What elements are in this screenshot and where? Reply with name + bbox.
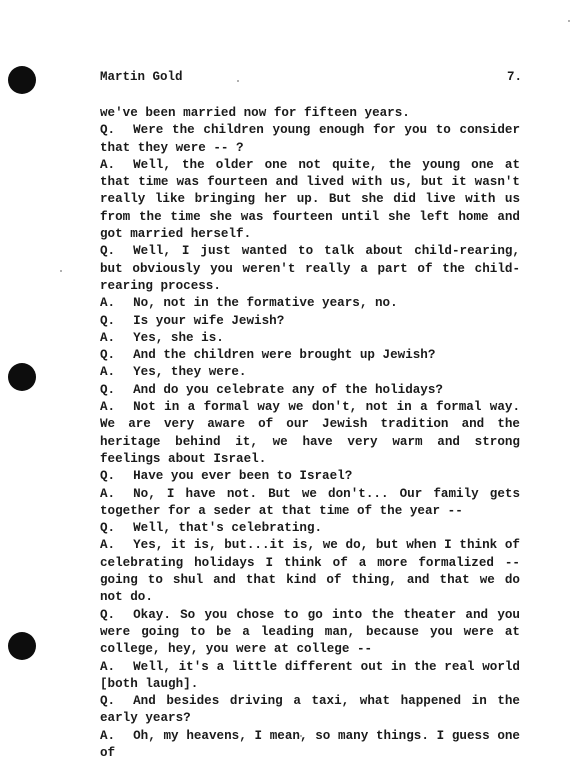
- paragraph-text: Well, it's a little different out in the real world [both laugh].: [100, 659, 520, 691]
- answer-paragraph: [100, 659, 520, 694]
- question-paragraph: [100, 382, 520, 399]
- paragraph-text: Not in a formal way we don't, not in a formal way. We are very aware of our Jewish tradition and the heritage behind it, we have very warm and strong feelings about Israel.: [100, 400, 520, 466]
- paragraph-text: Yes, it is, but...it is, we do, but when I think of celebrating holidays I think of a more formalized -- going to shul and that kind of thing, and that we do not do.: [100, 538, 520, 605]
- paragraph-text: Well, the older one not quite, the young one at that time was fourteen and lived with us, but it wasn't really like bringing her up. But she did live with us from the time she was fourteen until she left home and got married herself.: [100, 157, 520, 242]
- binder-hole: [8, 363, 36, 391]
- speaker-tag: A.: [100, 157, 116, 172]
- speaker-tag: Q.: [100, 313, 116, 328]
- continuation-paragraph: [100, 105, 520, 122]
- paragraph-text: And besides driving a taxi, what happened in the early years?: [100, 694, 520, 726]
- paragraph-text: Have you ever been to Israel?: [133, 469, 353, 484]
- speaker-tag: A.: [100, 486, 116, 501]
- speaker-tag: Q.: [100, 244, 116, 259]
- paragraph-text: we've been married now for fifteen years.: [100, 106, 410, 120]
- speaker-tag: Q.: [100, 694, 116, 709]
- question-paragraph: [100, 468, 520, 485]
- speaker-tag: A.: [100, 400, 116, 415]
- speaker-tag: Q.: [100, 348, 116, 363]
- paragraph-text: And do you celebrate any of the holidays?: [133, 382, 443, 397]
- answer-paragraph: [100, 157, 520, 243]
- speaker-tag: A.: [100, 330, 116, 345]
- question-paragraph: [100, 122, 520, 157]
- scan-speck: [60, 270, 62, 272]
- paragraph-text: Yes, they were.: [133, 365, 247, 380]
- answer-paragraph: [100, 537, 520, 606]
- binder-hole: [8, 632, 36, 660]
- speaker-tag: A.: [100, 538, 116, 553]
- speaker-tag: Q.: [100, 382, 116, 397]
- answer-paragraph: [100, 295, 520, 312]
- answer-paragraph: [100, 728, 520, 762]
- question-paragraph: [100, 607, 520, 659]
- answer-paragraph: [100, 399, 520, 468]
- paragraph-text: Well, I just wanted to talk about child-rearing, but obviously you weren't really a part of the child-rearing process.: [100, 244, 520, 293]
- question-paragraph: [100, 693, 520, 728]
- paragraph-text: Is your wife Jewish?: [133, 313, 285, 328]
- interviewee-name: Martin Gold: [100, 70, 183, 84]
- answer-paragraph: [100, 486, 520, 521]
- speaker-tag: Q.: [100, 123, 116, 138]
- page-number: 7.: [506, 70, 522, 84]
- scan-speck: [568, 20, 570, 22]
- paragraph-text: No, not in the formative years, no.: [133, 296, 398, 311]
- paragraph-text: And the children were brought up Jewish?: [133, 348, 436, 363]
- question-paragraph: [100, 347, 520, 364]
- speaker-tag: A.: [100, 365, 116, 380]
- scan-speck: [237, 80, 239, 82]
- answer-paragraph: [100, 330, 520, 347]
- answer-paragraph: [100, 364, 520, 381]
- paragraph-text: Okay. So you chose to go into the theater and you were going to be a leading man, because you were at college, hey, you were at college --: [100, 607, 520, 657]
- paragraph-text: Yes, she is.: [133, 330, 224, 345]
- paragraph-text: Were the children young enough for you to consider that they were -- ?: [100, 123, 520, 155]
- speaker-tag: Q.: [100, 607, 116, 622]
- question-paragraph: [100, 243, 520, 295]
- paragraph-text: Well, that's celebrating.: [133, 521, 323, 536]
- paragraph-text: No, I have not. But we don't... Our family gets together for a seder at that time of the year --: [100, 486, 520, 518]
- speaker-tag: A.: [100, 659, 116, 674]
- speaker-tag: Q.: [100, 521, 116, 536]
- binder-hole: [8, 66, 36, 94]
- speaker-tag: A.: [100, 296, 116, 311]
- speaker-tag: Q.: [100, 469, 116, 484]
- speaker-tag: A.: [100, 728, 116, 743]
- question-paragraph: [100, 520, 520, 537]
- paragraph-text: Oh, my heavens, I mean, so many things. I guess one of: [100, 728, 520, 760]
- transcript-body: [100, 105, 520, 762]
- question-paragraph: [100, 313, 520, 330]
